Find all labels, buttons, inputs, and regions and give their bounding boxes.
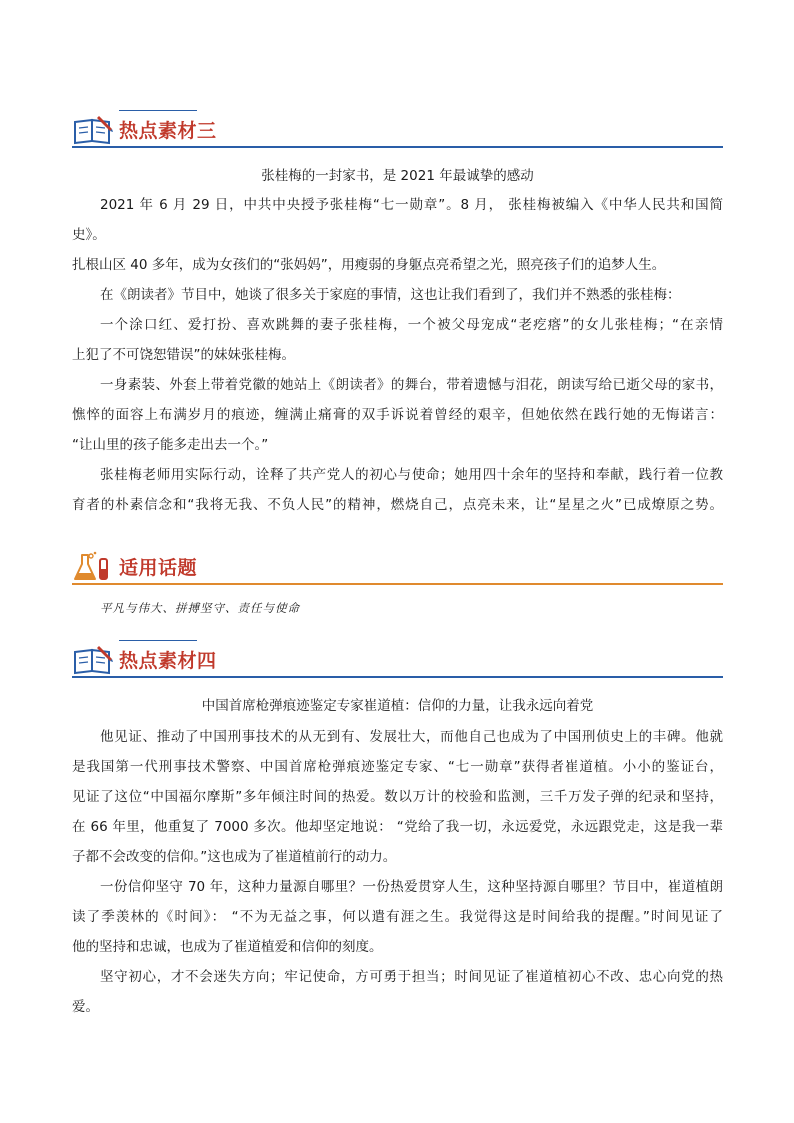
topics-text: 平凡与伟大、拼搏坚守、责任与使命 — [100, 601, 300, 615]
body-line: 在《朗读者》节目中，她谈了很多关于家庭的事情，这也让我们看到了，我们并不熟悉的张桂梅： — [100, 287, 681, 303]
article-body-3 — [72, 190, 723, 520]
body-line: 坚守初心，才不会迷失方向；牢记使命，方可勇于担当；时间见证了崔道植初心不改、忠心向党的热 — [100, 969, 723, 985]
body-line: 一身素装、外套上带着党徽的她站上《朗读者》的舞台，带着遗憾与泪花，朗读写给已逝父母的家书， — [100, 377, 723, 393]
section-header-3 — [72, 110, 723, 150]
body-line: 上犯了不可饶恕错误”的妹妹张桂梅。 — [72, 347, 295, 363]
body-line: 在 66 年里，他重复了 7000 多次。他却坚定地说： “党给了我一切，永远爱党，永远跟党走，这是我一辈 — [72, 819, 723, 835]
article-body-4 — [72, 722, 723, 1022]
body-line: 育者的朴素信念和“我将无我、不负人民”的精神，燃烧自己，点亮未来，让“星星之火”已成燎原之势。 — [72, 497, 723, 513]
body-line: “让山里的孩子能多走出去一个。” — [72, 437, 269, 453]
section-header-topics — [72, 547, 723, 587]
body-line: 史》。 — [72, 227, 106, 243]
body-line: 见证了这位“中国福尔摩斯”多年倾注时间的热爱。数以万计的校验和监测，三千万发子弹的纪录和坚持， — [72, 789, 723, 805]
section-title: 热点素材四 — [119, 650, 217, 672]
body-line: 一个涂口红、爱打扮、喜欢跳舞的妻子张桂梅，一个被父母宠成“老疙瘩”的女儿张桂梅；“在亲情 — [100, 317, 723, 333]
body-line: 子都不会改变的信仰。”这也成为了崔道植前行的动力。 — [72, 849, 397, 865]
body-line: 2021 年 6 月 29 日，中共中央授予张桂梅“七一勋章”。8 月， 张桂梅被编入《中华人民共和国简 — [100, 197, 723, 213]
header-rule — [72, 583, 723, 585]
book-pencil-icon — [72, 114, 114, 146]
body-line: 憔悴的面容上布满岁月的痕迹，缠满止痛膏的双手诉说着曾经的艰辛，但她依然在践行她的无悔诺言： — [72, 407, 723, 423]
header-rule — [72, 146, 723, 148]
section-title: 适用话题 — [119, 557, 198, 579]
body-line: 一份信仰坚守 70 年，这种力量源自哪里？一份热爱贯穿人生，这种坚持源自哪里？节目中，崔道植朗 — [100, 879, 723, 895]
body-line: 扎根山区 40 多年，成为女孩们的“张妈妈”，用瘦弱的身躯点亮希望之光，照亮孩子们的追梦人生。 — [72, 257, 666, 273]
article-title: 中国首席枪弹痕迹鉴定专家崔道植：信仰的力量，让我永远向着党 — [201, 698, 594, 714]
body-line: 爱。 — [72, 999, 99, 1015]
body-line: 张桂梅老师用实际行动，诠释了共产党人的初心与使命；她用四十余年的坚持和奉献，践行着一位教 — [100, 467, 723, 483]
header-top-rule — [119, 640, 197, 641]
section-header-4 — [72, 640, 723, 680]
header-rule — [72, 676, 723, 678]
book-pencil-icon — [72, 644, 114, 676]
flask-icon — [72, 551, 114, 583]
article-title: 张桂梅的一封家书，是 2021 年最诚挚的感动 — [261, 168, 534, 184]
header-top-rule — [119, 110, 197, 111]
section-title: 热点素材三 — [119, 120, 217, 142]
body-line: 他见证、推动了中国刑事技术的从无到有、发展壮大，而他自己也成为了中国刑侦史上的丰碑。他就 — [100, 729, 723, 745]
body-line: 是我国第一代刑事技术警察、中国首席枪弹痕迹鉴定专家、“七一勋章”获得者崔道植。小小的鉴证台， — [72, 759, 723, 775]
body-line: 他的坚持和忠诚，也成为了崔道植爱和信仰的刻度。 — [72, 939, 383, 955]
body-line: 读了季羡林的《时间》： “不为无益之事，何以遣有涯之生。我觉得这是时间给我的提醒。”时间见证了 — [72, 909, 723, 925]
